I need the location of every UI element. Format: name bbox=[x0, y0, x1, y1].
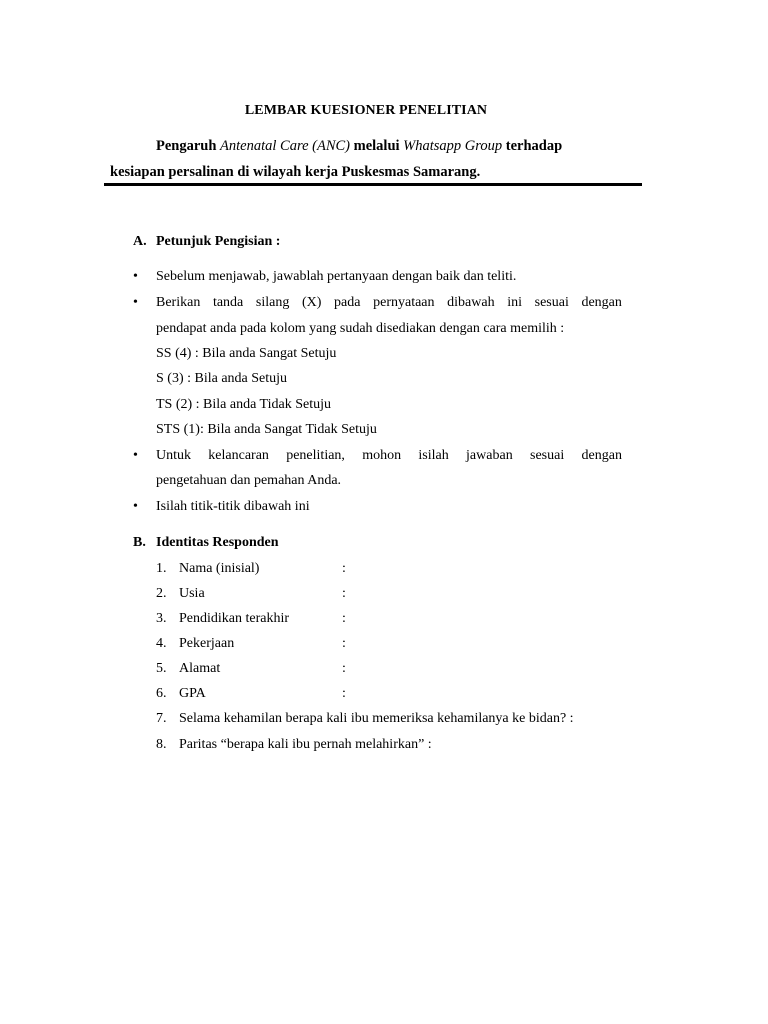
section-b-letter: B. bbox=[133, 535, 146, 550]
justified-word: dengan bbox=[581, 295, 622, 310]
field-label-gpa: GPA bbox=[179, 686, 206, 701]
bullet-icon: • bbox=[133, 499, 138, 514]
scale-option-ss: SS (4) : Bila anda Sangat Setuju bbox=[156, 346, 337, 361]
justified-word: jawaban bbox=[466, 448, 513, 463]
field-number: 7. bbox=[156, 711, 167, 726]
field-label-alamat: Alamat bbox=[179, 661, 221, 676]
field-label-usia: Usia bbox=[179, 586, 205, 601]
justified-word: pernyataan bbox=[373, 295, 435, 310]
bullet-icon: • bbox=[133, 269, 138, 284]
justified-word: Berikan bbox=[156, 295, 201, 310]
justified-word: kelancaran bbox=[208, 448, 269, 463]
scale-option-ts: TS (2) : Bila anda Tidak Setuju bbox=[156, 397, 331, 412]
question-parity: Paritas “berapa kali ibu pernah melahirkan” : bbox=[179, 737, 432, 752]
justified-word: (X) bbox=[301, 295, 322, 310]
subtitle-italic-whatsapp: Whatsapp Group bbox=[403, 138, 503, 154]
field-colon: : bbox=[342, 686, 346, 701]
field-number: 8. bbox=[156, 737, 167, 752]
field-number: 4. bbox=[156, 636, 167, 651]
field-number: 2. bbox=[156, 586, 167, 601]
section-a-heading: Petunjuk Pengisian : bbox=[156, 234, 281, 249]
justified-word: silang bbox=[255, 295, 290, 310]
justified-word: tanda bbox=[212, 295, 244, 310]
field-number: 3. bbox=[156, 611, 167, 626]
subtitle-italic-anc: Antenatal Care (ANC) bbox=[220, 138, 350, 154]
scale-option-sts: STS (1): Bila anda Sangat Tidak Setuju bbox=[156, 422, 377, 437]
bullet-icon: • bbox=[133, 448, 138, 463]
field-colon: : bbox=[342, 611, 346, 626]
field-colon: : bbox=[342, 586, 346, 601]
justified-word: sesuai bbox=[534, 295, 569, 310]
field-colon: : bbox=[342, 561, 346, 576]
subtitle-line-1 bbox=[156, 138, 562, 155]
field-number: 5. bbox=[156, 661, 167, 676]
instruction-item-3-line-2: pengetahuan dan pemahan Anda. bbox=[156, 473, 342, 488]
document-title: LEMBAR KUESIONER PENELITIAN bbox=[244, 103, 488, 118]
justified-word: ini bbox=[507, 295, 522, 310]
field-colon: : bbox=[342, 661, 346, 676]
justified-word: pada bbox=[334, 295, 361, 310]
section-b-heading: Identitas Responden bbox=[156, 535, 279, 550]
subtitle-text: melalui bbox=[350, 138, 404, 154]
section-a-letter: A. bbox=[133, 234, 147, 249]
justified-word: dibawah bbox=[447, 295, 495, 310]
justified-word: mohon bbox=[362, 448, 402, 463]
instruction-item-3-line-1 bbox=[156, 448, 622, 464]
justified-word: Untuk bbox=[156, 448, 191, 463]
instruction-item-2-line-2: pendapat anda pada kolom yang sudah disediakan dengan cara memilih : bbox=[156, 321, 565, 336]
field-label-nama: Nama (inisial) bbox=[179, 561, 260, 576]
scale-option-s: S (3) : Bila anda Setuju bbox=[156, 371, 288, 386]
justified-word: dengan bbox=[581, 448, 622, 463]
instruction-item-4: Isilah titik-titik dibawah ini bbox=[156, 499, 310, 514]
instruction-item-2-line-1 bbox=[156, 295, 622, 311]
subtitle-line-2: kesiapan persalinan di wilayah kerja Puskesmas Samarang. bbox=[110, 164, 481, 180]
subtitle-text: Pengaruh bbox=[156, 138, 221, 154]
justified-word: isilah bbox=[418, 448, 449, 463]
field-colon: : bbox=[342, 636, 346, 651]
question-anc-visits: Selama kehamilan berapa kali ibu memeriksa kehamilanya ke bidan? : bbox=[179, 711, 574, 726]
justified-word: penelitian, bbox=[286, 448, 345, 463]
field-label-pekerjaan: Pekerjaan bbox=[179, 636, 235, 651]
field-label-pendidikan: Pendidikan terakhir bbox=[179, 611, 290, 626]
instruction-item-1: Sebelum menjawab, jawablah pertanyaan dengan baik dan teliti. bbox=[156, 269, 517, 284]
field-number: 6. bbox=[156, 686, 167, 701]
subtitle-text: terhadap bbox=[502, 138, 563, 154]
justified-word: sesuai bbox=[530, 448, 565, 463]
bullet-icon: • bbox=[133, 295, 138, 310]
field-number: 1. bbox=[156, 561, 167, 576]
title-divider bbox=[104, 183, 642, 186]
